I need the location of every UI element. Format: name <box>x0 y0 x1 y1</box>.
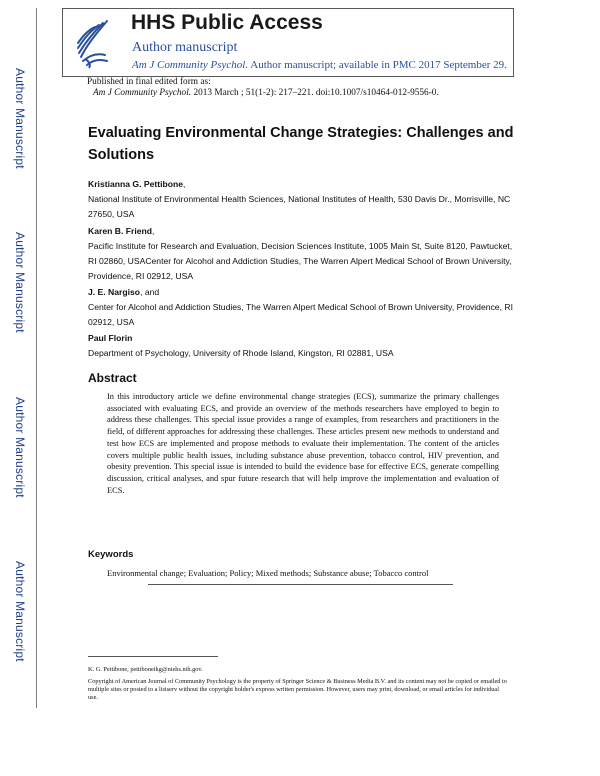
author-block <box>88 224 518 284</box>
abstract-text: In this introductory article we define environmental change strategies (ECS), summarize the primary challenges associated with evaluating ECS, and provide an overview of the methods researchers have employed to begin to address these challenges. This special issue provides a range of examples, from researchers and practitioners in the field, of different approaches for addressing these challenges. These articles present new methods to understand and test how ECS are implemented and propose methods to evaluate their implementation. The content of the articles covers multiple public health issues, including substance abuse prevention, tobacco control, HIV prevention, and obesity prevention. This special issue is intended to build the evidence base for effective ECS, generate compelling discussion, critical analyses, and spur future research that will help improve the implementation and evaluation of ECS. <box>107 392 499 495</box>
header-title: HHS Public Access <box>131 11 323 34</box>
author-suffix: , and <box>140 287 160 297</box>
citation-details: 2013 March ; 51(1-2): 217–221. doi:10.1007/s10464-012-9556-0. <box>193 88 439 98</box>
author-block <box>88 331 518 361</box>
margin-label: Author Manuscript <box>13 397 27 498</box>
footnote-copyright: Copyright of American Journal of Community Psychology is the property of Springer Science & Business Media B.V. and its content may not be copied or emailed to multiple sites or posted to a listserv without the copyright holder's express written permission. However, users may print, download, or email articles for individual use. <box>88 678 507 702</box>
author-affiliation: National Institute of Environmental Health Sciences, National Institutes of Health, 530 Davis Dr., Morrisville, NC 27650, USA <box>88 194 511 219</box>
header-journal: Am J Community Psychol. <box>132 59 249 71</box>
author-name: J. E. Nargiso <box>88 287 141 297</box>
header-availability <box>132 59 507 71</box>
author-name: Karen B. Friend <box>88 226 152 236</box>
footnote-divider <box>88 656 218 657</box>
author-affiliation: Department of Psychology, University of Rhode Island, Kingston, RI 02881, USA <box>88 348 394 358</box>
author-affiliation: Pacific Institute for Research and Evaluation, Decision Sciences Institute, 1005 Main St, Suite 8120, Pawtucket, RI 02860, USACenter for Alcohol and Addiction Studies, The Warren Alpert Medical School of Brown University, Providence, RI 02912, USA <box>88 241 513 281</box>
author-name: Paul Florin <box>88 333 133 343</box>
keywords-divider <box>148 584 453 585</box>
header-subtitle: Author manuscript <box>132 40 238 55</box>
published-label: Published in final edited form as: <box>87 77 211 87</box>
author-block <box>88 285 518 330</box>
header-availability-text: Author manuscript; available in PMC 2017 September 29. <box>250 59 507 71</box>
article-title: Evaluating Environmental Change Strategies: Challenges and Solutions <box>88 125 514 163</box>
abstract-heading: Abstract <box>88 371 137 385</box>
keywords-text: Environmental change; Evaluation; Policy; Mixed methods; Substance abuse; Tobacco control <box>107 568 429 578</box>
hhs-header-box <box>62 8 514 77</box>
author-suffix: , <box>183 179 186 189</box>
footnote-contact: K. G. Pettibone, pettiboneikg@niehs.nih.gov. <box>88 666 203 673</box>
citation-journal: Am J Community Psychol. <box>93 88 192 98</box>
author-affiliation: Center for Alcohol and Addiction Studies, The Warren Alpert Medical School of Brown University, Providence, RI 02912, USA <box>88 302 513 327</box>
margin-label: Author Manuscript <box>13 232 27 333</box>
citation-line <box>93 88 439 98</box>
keywords-heading: Keywords <box>88 549 134 560</box>
hhs-eagle-logo-icon <box>75 15 111 69</box>
author-suffix: , <box>152 226 155 236</box>
margin-label: Author Manuscript <box>13 68 27 169</box>
author-block <box>88 177 518 222</box>
margin-divider <box>36 8 37 708</box>
margin-label: Author Manuscript <box>13 561 27 662</box>
author-name: Kristianna G. Pettibone <box>88 179 184 189</box>
